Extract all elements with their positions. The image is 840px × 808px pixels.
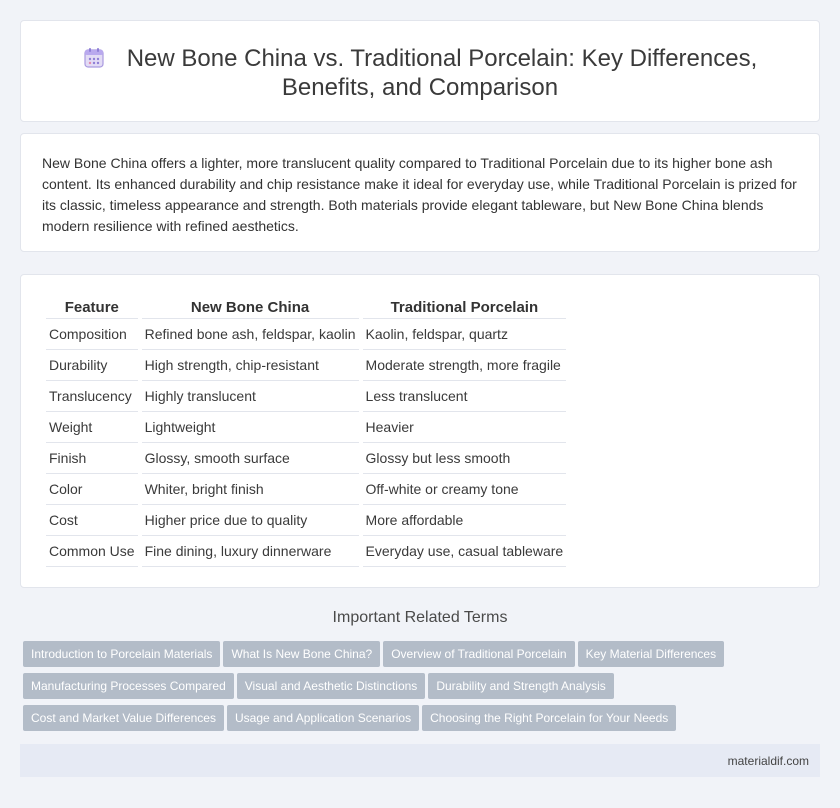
related-terms-heading: Important Related Terms [332, 609, 508, 626]
table-header-row [46, 293, 566, 319]
header-new-bone-china: New Bone China [142, 293, 359, 319]
tag-row [23, 641, 823, 673]
bone-china-cell: Highly translucent [142, 381, 359, 412]
bone-china-cell: Fine dining, luxury dinnerware [142, 536, 359, 567]
related-terms-list [23, 641, 823, 737]
calendar-icon [83, 47, 105, 69]
porcelain-cell: Heavier [363, 412, 567, 443]
porcelain-cell: Everyday use, casual tableware [363, 536, 567, 567]
porcelain-cell: Off-white or creamy tone [363, 474, 567, 505]
table-row [46, 505, 566, 536]
feature-cell: Weight [46, 412, 138, 443]
footer-site-link[interactable]: materialdif.com [727, 754, 809, 768]
tag-key-differences[interactable]: Key Material Differences [578, 641, 725, 667]
feature-cell: Color [46, 474, 138, 505]
bone-china-cell: Lightweight [142, 412, 359, 443]
feature-cell: Translucency [46, 381, 138, 412]
intro-card [20, 133, 820, 252]
title-line-2: Benefits, and Comparison [281, 74, 559, 101]
tag-choosing-porcelain[interactable]: Choosing the Right Porcelain for Your Needs [422, 705, 676, 731]
bone-china-cell: Whiter, bright finish [142, 474, 359, 505]
tag-row [23, 705, 823, 737]
bone-china-cell: Refined bone ash, feldspar, kaolin [142, 319, 359, 350]
table-row [46, 319, 566, 350]
page-title [21, 44, 819, 102]
tag-what-is-bone-china[interactable]: What Is New Bone China? [223, 641, 380, 667]
bone-china-cell: Glossy, smooth surface [142, 443, 359, 474]
tag-visual-aesthetic[interactable]: Visual and Aesthetic Distinctions [237, 673, 426, 699]
table-row [46, 474, 566, 505]
tag-durability-strength[interactable]: Durability and Strength Analysis [428, 673, 613, 699]
feature-cell: Common Use [46, 536, 138, 567]
feature-cell: Durability [46, 350, 138, 381]
feature-cell: Composition [46, 319, 138, 350]
table-row [46, 350, 566, 381]
table-row [46, 412, 566, 443]
comparison-card [20, 274, 820, 588]
tag-row [23, 673, 823, 705]
table-row [46, 381, 566, 412]
porcelain-cell: Less translucent [363, 381, 567, 412]
feature-cell: Cost [46, 505, 138, 536]
comparison-table [42, 293, 570, 567]
table-row [46, 536, 566, 567]
table-row [46, 443, 566, 474]
bone-china-cell: Higher price due to quality [142, 505, 359, 536]
porcelain-cell: More affordable [363, 505, 567, 536]
tag-manufacturing[interactable]: Manufacturing Processes Compared [23, 673, 234, 699]
title-line-1: New Bone China vs. Traditional Porcelain: Key Differences, [126, 45, 758, 72]
porcelain-cell: Moderate strength, more fragile [363, 350, 567, 381]
tag-overview-porcelain[interactable]: Overview of Traditional Porcelain [383, 641, 574, 667]
tag-intro-porcelain[interactable]: Introduction to Porcelain Materials [23, 641, 220, 667]
header-card [20, 20, 820, 122]
footer [20, 744, 820, 777]
tag-cost-market[interactable]: Cost and Market Value Differences [23, 705, 224, 731]
porcelain-cell: Glossy but less smooth [363, 443, 567, 474]
intro-paragraph: New Bone China offers a lighter, more translucent quality compared to Traditional Porcelain due to its higher bone ash content. Its enhanced durability and chip resistance make it ideal for everyday use, while Traditional Porcelain is prized for its classic, timeless appearance and strength. Both materials provide elegant tableware, but New Bone China blends modern resilience with refined aesthetics. [42, 155, 797, 234]
tag-usage-scenarios[interactable]: Usage and Application Scenarios [227, 705, 419, 731]
header-traditional-porcelain: Traditional Porcelain [363, 293, 567, 319]
bone-china-cell: High strength, chip-resistant [142, 350, 359, 381]
header-feature: Feature [46, 293, 138, 319]
feature-cell: Finish [46, 443, 138, 474]
porcelain-cell: Kaolin, feldspar, quartz [363, 319, 567, 350]
